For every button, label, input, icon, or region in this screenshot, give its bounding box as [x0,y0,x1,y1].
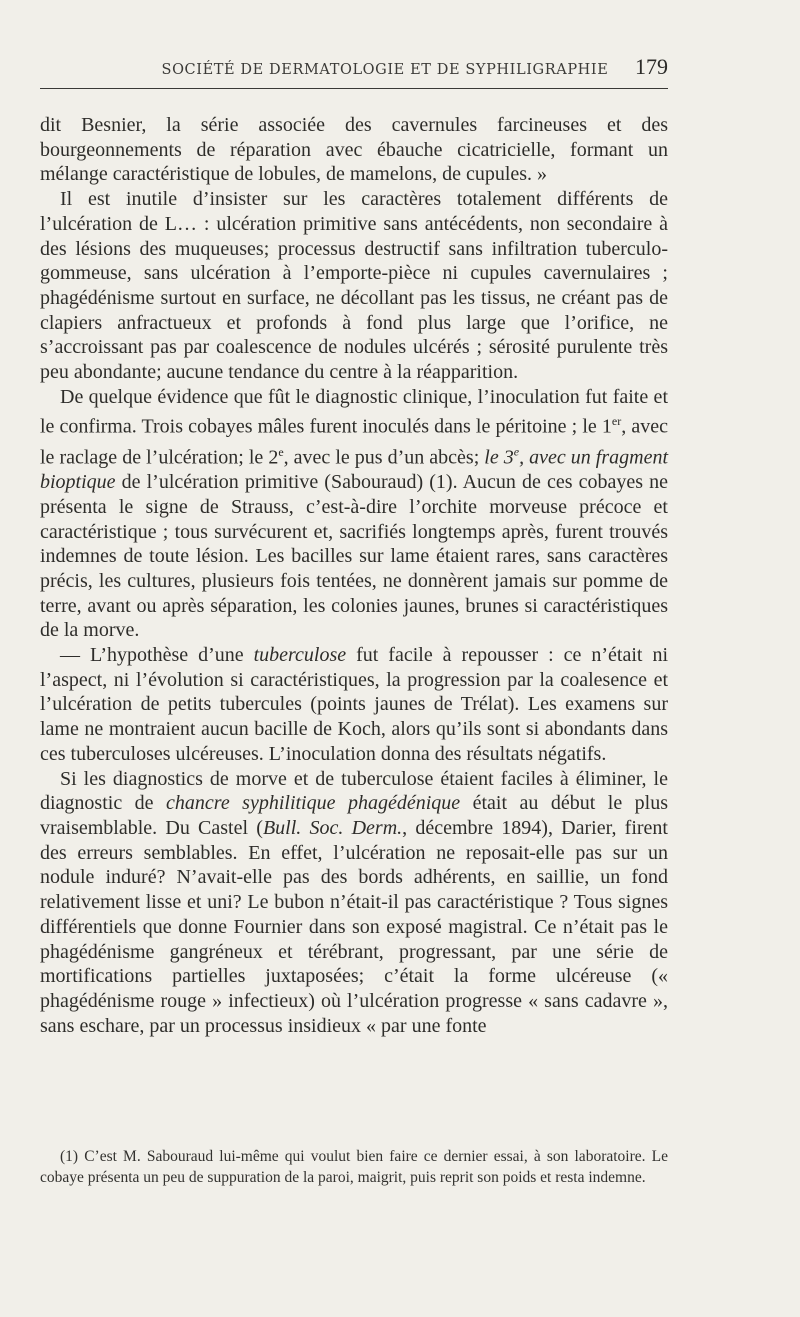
running-title: SOCIÉTÉ DE DERMATOLOGIE ET DE SYPHILIGRAPHIE [161,62,609,78]
text-segment: e [278,444,284,459]
text-segment: Bull. Soc. Derm. [262,817,403,839]
page-number: 179 [635,54,668,79]
paragraph-4: — L’hypothèse d’une tuberculose fut facile à repousser : ce n’était ni l’aspect, ni l’évolution si caractéristiques, la progression par la coalesence et l’ulcération de petits tubercules (points jaunes de Trélat). Les examens sur lame ne montraient aucun bacille de Koch, alors qu’ils sont si abondants dans ces tuberculoses ulcéreuses. L’inoculation donna des résultats négatifs. [40,644,668,765]
footnotes [40,1146,668,1188]
text-segment: , avec un fragment bioptique [40,446,668,494]
text-segment: e [513,444,520,459]
text-segment: le 3 [484,446,514,469]
footnote-1: (1) C’est M. Sabouraud lui-même qui voulut bien faire ce dernier essai, à son laboratoire. Le cobaye présenta un peu de suppuration de la paroi, maigrit, puis reprit son poids et resta indemne. [40,1148,668,1186]
text-segment: chancre syphilitique phagédénique [166,792,461,815]
body-text [40,113,668,1038]
paragraph-3: De quelque évidence que fût le diagnostic clinique, l’inoculation fut faite et le confirma. Trois cobayes mâles furent inoculés dans le péritoine ; le 1er, avec le raclage de l’ulcération; le 2e, avec le pus d’un abcès; le 3e, avec un fragment bioptique de l’ulcération primitive (Sabouraud) (1). Aucun de ces cobayes ne présenta le signe de Strauss, c’est-à-dire l’orchite morveuse précoce et caractéristique ; tous survécurent et, sacrifiés longtemps après, furent trouvés indemnes de toute lésion. Les bacilles sur lame étaient rares, sans caractères précis, les cultures, plusieurs fois tentées, ne donnèrent jamais sur pomme de terre, avant ou après séparation, les colonies jaunes, brunes si caractéristiques de la morve. [40,385,668,642]
page-header [40,56,668,89]
text-segment: er [611,414,622,429]
paragraph-2: Il est inutile d’insister sur les caractères totalement différents de l’ulcération de L… : ulcération primitive sans antécédents, non secondaire à des lésions des muqueuses; processus destructif sans infiltration tuberculo-gommeuse, sans ulcération à l’emporte-pièce ni cupules cavernulaires ; phagédénisme surtout en surface, ne décollant pas les tissus, ne créant pas de clapiers anfractueux et profonds à fond plus large que l’orifice, ne s’accroissant pas par coalescence de nodules ulcérés ; sérosité purulente très peu abondante; aucune tendance du centre à la réapparition. [40,188,668,384]
paragraph-5: Si les diagnostics de morve et de tuberculose étaient faciles à éliminer, le diagnostic de chancre syphilitique phagédénique était au début le plus vraisemblable. Du Castel (Bull. Soc. Derm., décembre 1894), Darier, firent des erreurs semblables. En effet, l’ulcération ne reposait-elle pas sur un nodule induré? N’avait-elle pas des bords adhérents, en saillie, un fond relativement lisse et uni? Le bubon n’était-il pas caractéristique ? Tous signes différentiels que donne Fournier dans son exposé magistral. Ce n’était pas le phagédénisme gangréneux et térébrant, progressant, par une série de mortifications partielles juxtaposées; c’était la forme ulcéreuse (« phagédénisme rouge » infectieux) où l’ulcération progresse « sans cadavre », sans eschare, par un processus insidieux « par une fonte [40,767,668,1037]
paragraph-1: dit Besnier, la série associée des cavernules farcineuses et des bourgeonnements de réparation avec ébauche cicatricielle, formant un mélange caractéristique de lobules, de mamelons, de cupules. » [40,114,668,186]
text-segment: tuberculose [253,644,347,667]
